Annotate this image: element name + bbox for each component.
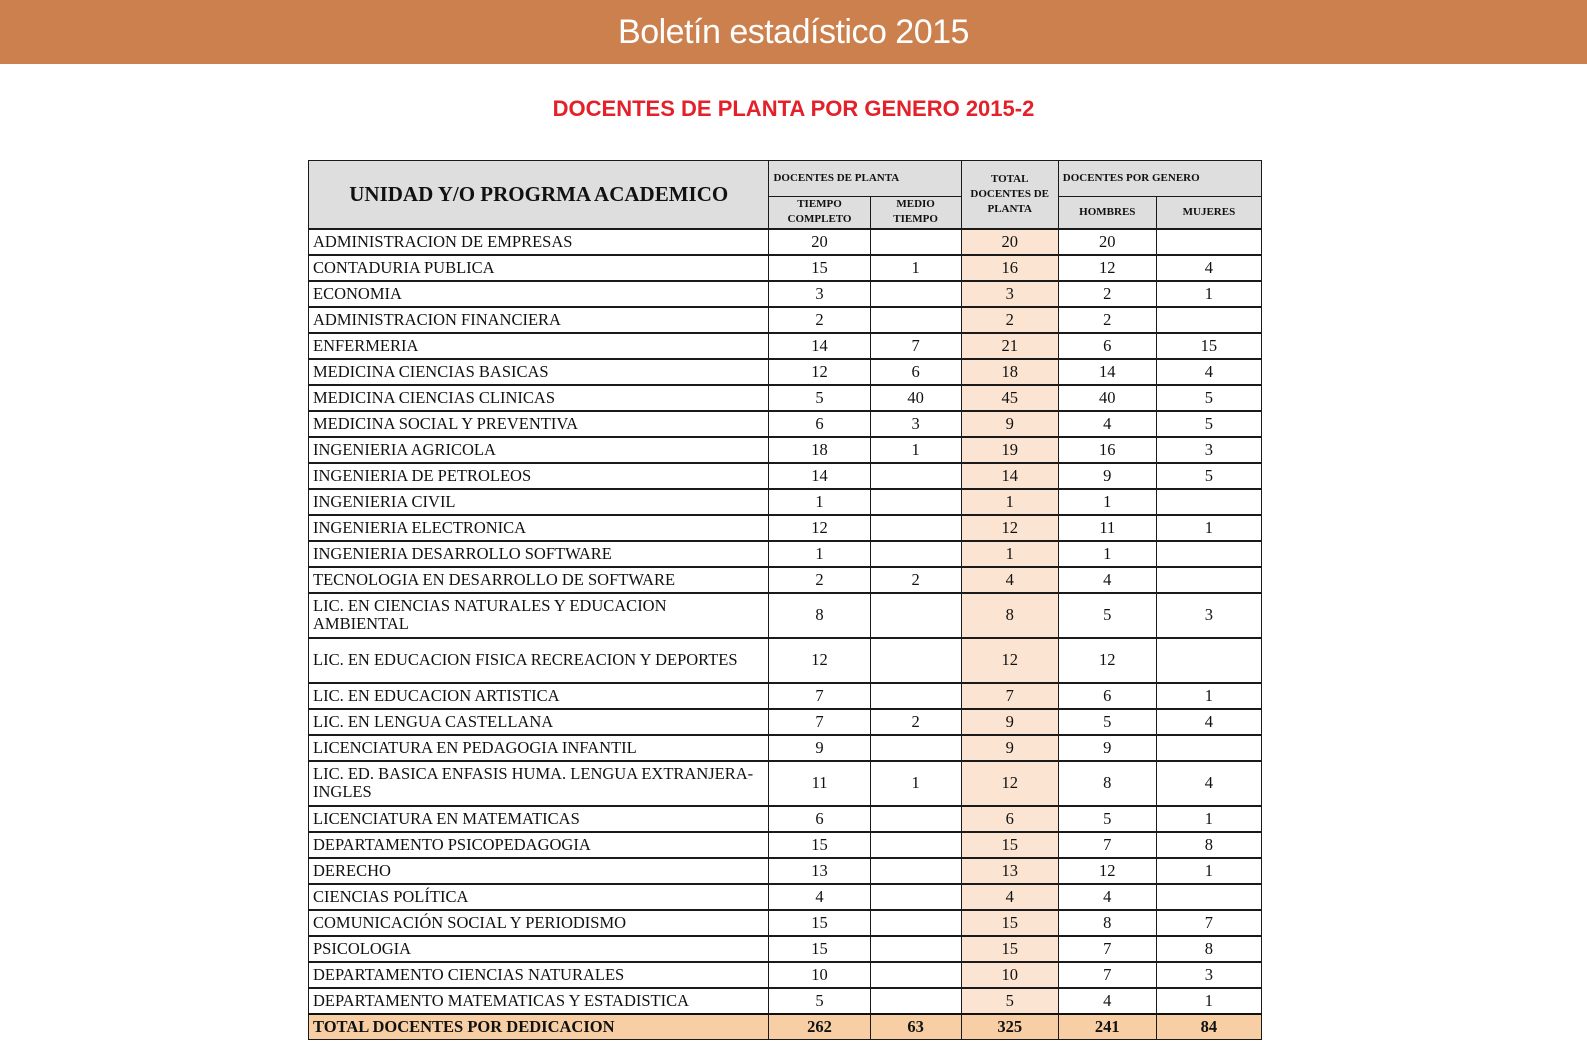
- total-value: 5: [961, 988, 1058, 1014]
- tiempo-completo-value: 4: [769, 884, 870, 910]
- medio-tiempo-value: 1: [870, 761, 961, 806]
- header-row-1: [309, 161, 1262, 197]
- total-value: 13: [961, 858, 1058, 884]
- total-value: 9: [961, 709, 1058, 735]
- banner-title: Boletín estadístico 2015: [618, 12, 969, 51]
- hombres-value: 7: [1058, 832, 1156, 858]
- program-name: LIC. ED. BASICA ENFASIS HUMA. LENGUA EXTRANJERA-INGLES: [309, 761, 769, 806]
- total-row: [309, 1014, 1262, 1040]
- tiempo-completo-value: 12: [769, 359, 870, 385]
- program-name: LICENCIATURA EN PEDAGOGIA INFANTIL: [309, 735, 769, 761]
- hombres-value: 7: [1058, 936, 1156, 962]
- mujeres-value: 4: [1156, 359, 1261, 385]
- hombres-value: 6: [1058, 683, 1156, 709]
- tiempo-completo-value: 11: [769, 761, 870, 806]
- table-row: [309, 229, 1262, 255]
- tiempo-completo-value: 12: [769, 515, 870, 541]
- table-row: [309, 411, 1262, 437]
- table-row: [309, 638, 1262, 683]
- total-value: 4: [961, 884, 1058, 910]
- medio-tiempo-value: [870, 936, 961, 962]
- docentes-table: [308, 160, 1262, 1040]
- total-hombres: 241: [1058, 1014, 1156, 1040]
- hombres-value: 5: [1058, 593, 1156, 638]
- program-name: ECONOMIA: [309, 281, 769, 307]
- tiempo-completo-value: 20: [769, 229, 870, 255]
- total-value: 15: [961, 832, 1058, 858]
- hombres-value: 12: [1058, 638, 1156, 683]
- tiempo-completo-value: 3: [769, 281, 870, 307]
- program-name: ADMINISTRACION FINANCIERA: [309, 307, 769, 333]
- mujeres-value: [1156, 735, 1261, 761]
- total-value: 1: [961, 489, 1058, 515]
- program-name: LIC. EN EDUCACION ARTISTICA: [309, 683, 769, 709]
- hombres-value: 5: [1058, 806, 1156, 832]
- tiempo-completo-value: 2: [769, 567, 870, 593]
- total-value: 45: [961, 385, 1058, 411]
- program-name: MEDICINA CIENCIAS CLINICAS: [309, 385, 769, 411]
- medio-tiempo-value: 7: [870, 333, 961, 359]
- medio-tiempo-value: [870, 307, 961, 333]
- tiempo-completo-value: 1: [769, 541, 870, 567]
- hombres-value: 20: [1058, 229, 1156, 255]
- table-row: [309, 962, 1262, 988]
- medio-tiempo-value: [870, 593, 961, 638]
- table-title: DOCENTES DE PLANTA POR GENERO 2015-2: [552, 96, 1035, 121]
- medio-tiempo-value: [870, 832, 961, 858]
- total-tiempo-completo: 262: [769, 1014, 870, 1040]
- mujeres-value: [1156, 307, 1261, 333]
- mujeres-value: 1: [1156, 281, 1261, 307]
- total-value: 20: [961, 229, 1058, 255]
- mujeres-value: 4: [1156, 709, 1261, 735]
- total-value: 2: [961, 307, 1058, 333]
- mujeres-value: 4: [1156, 255, 1261, 281]
- total-value: 6: [961, 806, 1058, 832]
- tiempo-completo-value: 1: [769, 489, 870, 515]
- mujeres-value: 1: [1156, 988, 1261, 1014]
- total-value: 7: [961, 683, 1058, 709]
- total-value: 3: [961, 281, 1058, 307]
- table-row: [309, 910, 1262, 936]
- program-name: TECNOLOGIA EN DESARROLLO DE SOFTWARE: [309, 567, 769, 593]
- total-mujeres: 84: [1156, 1014, 1261, 1040]
- header-docentes-planta: DOCENTES DE PLANTA: [769, 161, 961, 197]
- table-row: [309, 936, 1262, 962]
- total-value: 21: [961, 333, 1058, 359]
- program-name: ADMINISTRACION DE EMPRESAS: [309, 229, 769, 255]
- mujeres-value: 1: [1156, 515, 1261, 541]
- program-name: PSICOLOGIA: [309, 936, 769, 962]
- tiempo-completo-value: 15: [769, 832, 870, 858]
- mujeres-value: 4: [1156, 761, 1261, 806]
- table-row: [309, 515, 1262, 541]
- table-row: [309, 567, 1262, 593]
- table-row: [309, 735, 1262, 761]
- program-name: LIC. EN CIENCIAS NATURALES Y EDUCACION AMBIENTAL: [309, 593, 769, 638]
- total-medio-tiempo: 63: [870, 1014, 961, 1040]
- table-row: [309, 988, 1262, 1014]
- program-name: DEPARTAMENTO CIENCIAS NATURALES: [309, 962, 769, 988]
- program-name: DEPARTAMENTO PSICOPEDAGOGIA: [309, 832, 769, 858]
- program-name: DEPARTAMENTO MATEMATICAS Y ESTADISTICA: [309, 988, 769, 1014]
- hombres-value: 8: [1058, 761, 1156, 806]
- program-name: INGENIERIA DESARROLLO SOFTWARE: [309, 541, 769, 567]
- hombres-value: 4: [1058, 988, 1156, 1014]
- mujeres-value: [1156, 489, 1261, 515]
- medio-tiempo-value: [870, 638, 961, 683]
- medio-tiempo-value: 6: [870, 359, 961, 385]
- header-mujeres: MUJERES: [1156, 197, 1261, 229]
- medio-tiempo-value: [870, 541, 961, 567]
- hombres-value: 11: [1058, 515, 1156, 541]
- mujeres-value: [1156, 638, 1261, 683]
- mujeres-value: 5: [1156, 411, 1261, 437]
- mujeres-value: 5: [1156, 463, 1261, 489]
- tiempo-completo-value: 7: [769, 709, 870, 735]
- medio-tiempo-value: [870, 806, 961, 832]
- table-row: [309, 761, 1262, 806]
- total-value: 10: [961, 962, 1058, 988]
- total-docentes: 325: [961, 1014, 1058, 1040]
- program-name: ENFERMERIA: [309, 333, 769, 359]
- table-body: [309, 229, 1262, 1040]
- table-row: [309, 683, 1262, 709]
- program-name: DERECHO: [309, 858, 769, 884]
- medio-tiempo-value: 2: [870, 567, 961, 593]
- hombres-value: 9: [1058, 463, 1156, 489]
- header-hombres: HOMBRES: [1058, 197, 1156, 229]
- tiempo-completo-value: 14: [769, 333, 870, 359]
- table-row: [309, 385, 1262, 411]
- medio-tiempo-value: 1: [870, 437, 961, 463]
- hombres-value: 7: [1058, 962, 1156, 988]
- tiempo-completo-value: 2: [769, 307, 870, 333]
- tiempo-completo-value: 5: [769, 385, 870, 411]
- total-value: 8: [961, 593, 1058, 638]
- total-value: 15: [961, 910, 1058, 936]
- program-name: INGENIERIA AGRICOLA: [309, 437, 769, 463]
- table-row: [309, 541, 1262, 567]
- mujeres-value: [1156, 541, 1261, 567]
- table-row: [309, 307, 1262, 333]
- mujeres-value: 1: [1156, 858, 1261, 884]
- tiempo-completo-value: 14: [769, 463, 870, 489]
- medio-tiempo-value: [870, 281, 961, 307]
- table-row: [309, 832, 1262, 858]
- mujeres-value: 3: [1156, 962, 1261, 988]
- hombres-value: 14: [1058, 359, 1156, 385]
- hombres-value: 8: [1058, 910, 1156, 936]
- hombres-value: 40: [1058, 385, 1156, 411]
- program-name: MEDICINA SOCIAL Y PREVENTIVA: [309, 411, 769, 437]
- hombres-value: 12: [1058, 858, 1156, 884]
- program-name: LIC. EN EDUCACION FISICA RECREACION Y DEPORTES: [309, 638, 769, 683]
- table-row: [309, 359, 1262, 385]
- medio-tiempo-value: [870, 229, 961, 255]
- program-name: LIC. EN LENGUA CASTELLANA: [309, 709, 769, 735]
- table-row: [309, 281, 1262, 307]
- hombres-value: 12: [1058, 255, 1156, 281]
- mujeres-value: [1156, 884, 1261, 910]
- page-banner: [0, 0, 1587, 64]
- header-medio-tiempo: MEDIO TIEMPO: [870, 197, 961, 229]
- hombres-value: 6: [1058, 333, 1156, 359]
- tiempo-completo-value: 6: [769, 806, 870, 832]
- medio-tiempo-value: 1: [870, 255, 961, 281]
- mujeres-value: [1156, 567, 1261, 593]
- total-value: 4: [961, 567, 1058, 593]
- medio-tiempo-value: [870, 962, 961, 988]
- program-name: INGENIERIA ELECTRONICA: [309, 515, 769, 541]
- header-total: TOTAL DOCENTES DE PLANTA: [961, 161, 1058, 229]
- total-value: 9: [961, 411, 1058, 437]
- hombres-value: 16: [1058, 437, 1156, 463]
- tiempo-completo-value: 10: [769, 962, 870, 988]
- medio-tiempo-value: [870, 463, 961, 489]
- header-unit: UNIDAD Y/O PROGRMA ACADEMICO: [309, 161, 769, 229]
- medio-tiempo-value: [870, 910, 961, 936]
- mujeres-value: [1156, 229, 1261, 255]
- total-value: 1: [961, 541, 1058, 567]
- tiempo-completo-value: 8: [769, 593, 870, 638]
- mujeres-value: 3: [1156, 437, 1261, 463]
- tiempo-completo-value: 12: [769, 638, 870, 683]
- medio-tiempo-value: [870, 515, 961, 541]
- tiempo-completo-value: 5: [769, 988, 870, 1014]
- program-name: COMUNICACIÓN SOCIAL Y PERIODISMO: [309, 910, 769, 936]
- medio-tiempo-value: 3: [870, 411, 961, 437]
- medio-tiempo-value: [870, 489, 961, 515]
- total-value: 18: [961, 359, 1058, 385]
- program-name: MEDICINA CIENCIAS BASICAS: [309, 359, 769, 385]
- medio-tiempo-value: [870, 858, 961, 884]
- table-row: [309, 593, 1262, 638]
- mujeres-value: 8: [1156, 832, 1261, 858]
- hombres-value: 9: [1058, 735, 1156, 761]
- medio-tiempo-value: 2: [870, 709, 961, 735]
- program-name: CIENCIAS POLÍTICA: [309, 884, 769, 910]
- table-row: [309, 437, 1262, 463]
- medio-tiempo-value: 40: [870, 385, 961, 411]
- tiempo-completo-value: 7: [769, 683, 870, 709]
- total-value: 14: [961, 463, 1058, 489]
- mujeres-value: 5: [1156, 385, 1261, 411]
- table-row: [309, 463, 1262, 489]
- mujeres-value: 15: [1156, 333, 1261, 359]
- table-row: [309, 858, 1262, 884]
- medio-tiempo-value: [870, 683, 961, 709]
- tiempo-completo-value: 13: [769, 858, 870, 884]
- table-row: [309, 884, 1262, 910]
- hombres-value: 1: [1058, 489, 1156, 515]
- tiempo-completo-value: 18: [769, 437, 870, 463]
- medio-tiempo-value: [870, 884, 961, 910]
- mujeres-value: 3: [1156, 593, 1261, 638]
- mujeres-value: 1: [1156, 683, 1261, 709]
- header-tiempo-completo: TIEMPO COMPLETO: [769, 197, 870, 229]
- hombres-value: 4: [1058, 411, 1156, 437]
- total-value: 15: [961, 936, 1058, 962]
- header-por-genero: DOCENTES POR GENERO: [1058, 161, 1261, 197]
- total-value: 9: [961, 735, 1058, 761]
- total-label: TOTAL DOCENTES POR DEDICACION: [309, 1014, 769, 1040]
- hombres-value: 2: [1058, 307, 1156, 333]
- mujeres-value: 8: [1156, 936, 1261, 962]
- total-value: 12: [961, 638, 1058, 683]
- program-name: INGENIERIA CIVIL: [309, 489, 769, 515]
- hombres-value: 4: [1058, 884, 1156, 910]
- mujeres-value: 1: [1156, 806, 1261, 832]
- tiempo-completo-value: 15: [769, 255, 870, 281]
- total-value: 16: [961, 255, 1058, 281]
- program-name: INGENIERIA DE PETROLEOS: [309, 463, 769, 489]
- tiempo-completo-value: 9: [769, 735, 870, 761]
- medio-tiempo-value: [870, 988, 961, 1014]
- hombres-value: 2: [1058, 281, 1156, 307]
- total-value: 19: [961, 437, 1058, 463]
- hombres-value: 4: [1058, 567, 1156, 593]
- mujeres-value: 7: [1156, 910, 1261, 936]
- table-row: [309, 806, 1262, 832]
- total-value: 12: [961, 761, 1058, 806]
- table-row: [309, 489, 1262, 515]
- hombres-value: 5: [1058, 709, 1156, 735]
- tiempo-completo-value: 15: [769, 936, 870, 962]
- program-name: LICENCIATURA EN MATEMATICAS: [309, 806, 769, 832]
- table-row: [309, 709, 1262, 735]
- table-row: [309, 255, 1262, 281]
- table-row: [309, 333, 1262, 359]
- hombres-value: 1: [1058, 541, 1156, 567]
- medio-tiempo-value: [870, 735, 961, 761]
- program-name: CONTADURIA PUBLICA: [309, 255, 769, 281]
- tiempo-completo-value: 6: [769, 411, 870, 437]
- total-value: 12: [961, 515, 1058, 541]
- tiempo-completo-value: 15: [769, 910, 870, 936]
